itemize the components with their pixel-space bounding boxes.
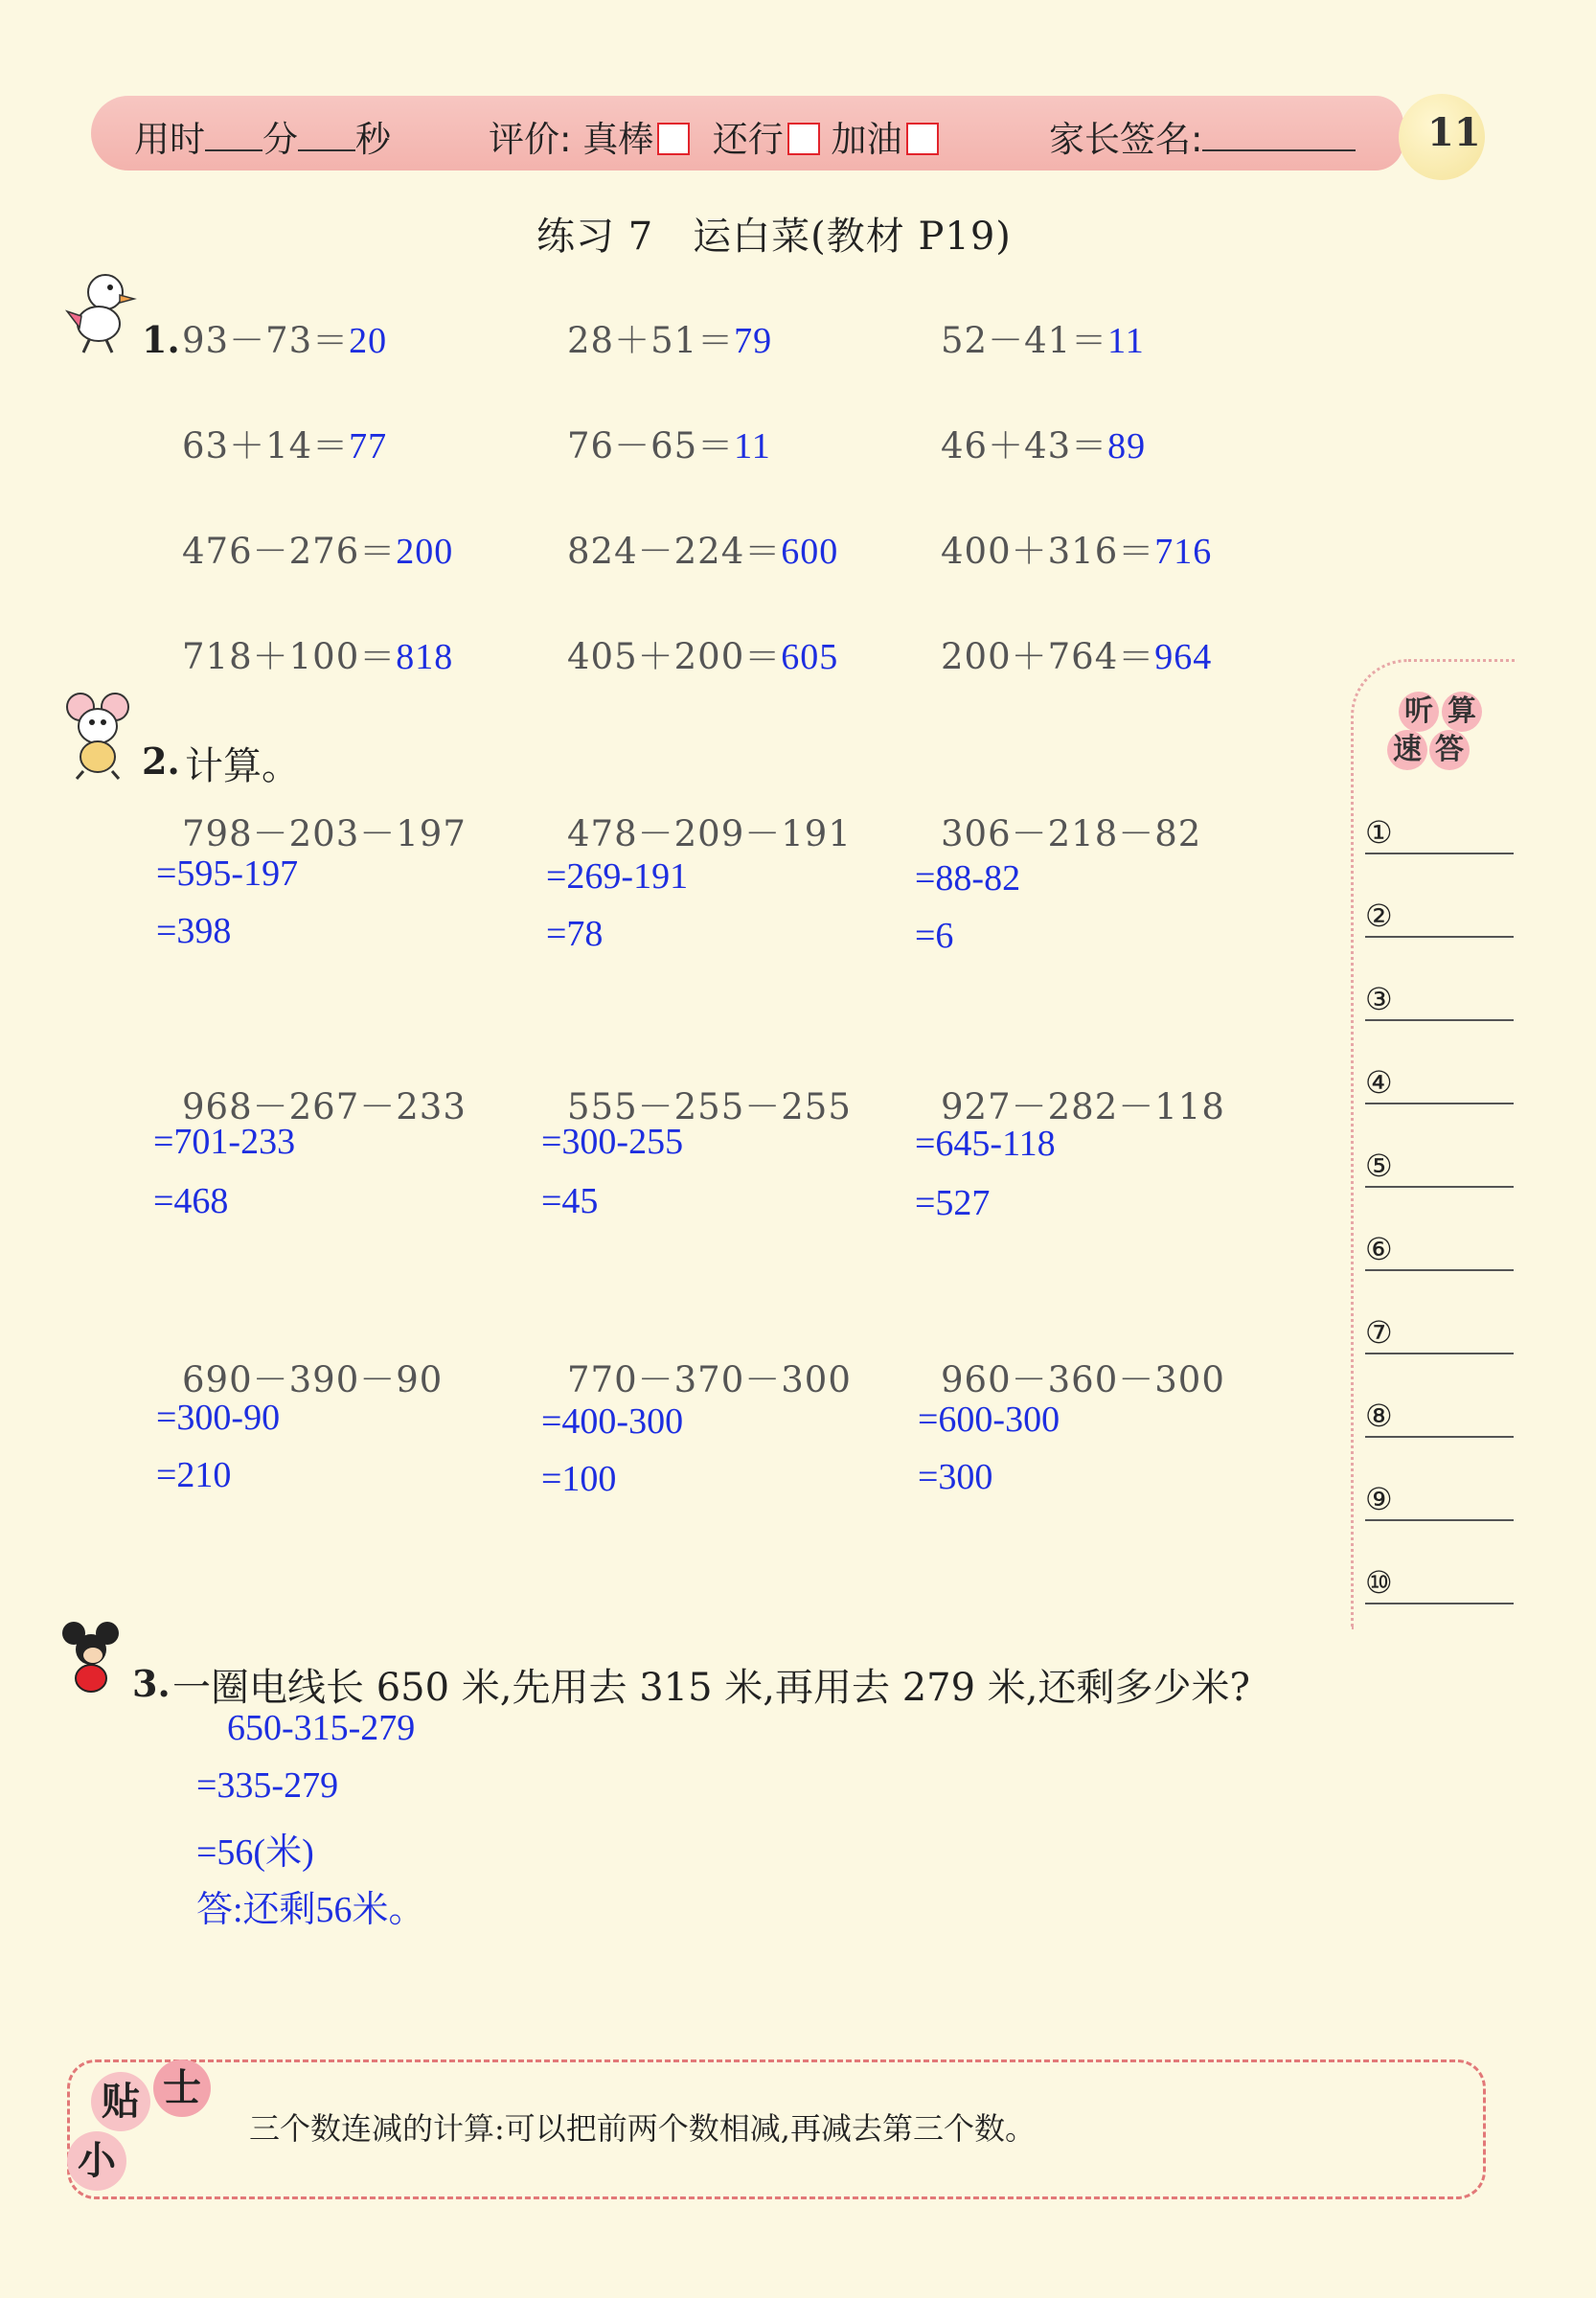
- q1-answer: 89: [1107, 426, 1147, 466]
- q2-expression: 555－255－255: [567, 1086, 852, 1127]
- q2-expression: 690－390－90: [182, 1359, 444, 1400]
- panel-title-char: 听: [1399, 692, 1439, 732]
- q1-answer: 716: [1154, 532, 1213, 572]
- q1-item: 46＋43＝89: [941, 425, 1147, 466]
- answer-blank-3[interactable]: ③: [1365, 981, 1514, 1021]
- q2-result: =210: [156, 1455, 232, 1495]
- q2-expression: 798－203－197: [182, 813, 467, 854]
- q2-expression: 306－218－82: [941, 813, 1202, 854]
- q2-result: =100: [541, 1459, 617, 1499]
- second-blank: [298, 123, 355, 151]
- q2-expression: 770－370－300: [567, 1359, 852, 1400]
- q1-item: 93－73＝20: [182, 320, 388, 361]
- q2-result: =527: [915, 1183, 991, 1223]
- opt-cheer-checkbox[interactable]: [906, 123, 939, 155]
- q3-answer: 答:还剩56米。: [196, 1890, 425, 1930]
- q1-answer: 20: [349, 321, 388, 361]
- tips-text: 三个数连减的计算:可以把前两个数相减,再减去第三个数。: [249, 2110, 1036, 2147]
- answer-blank-6[interactable]: ⑥: [1365, 1231, 1514, 1271]
- q2-step: =300-255: [541, 1122, 684, 1162]
- answer-blank-8[interactable]: ⑧: [1365, 1398, 1514, 1438]
- q2-step: =300-90: [156, 1398, 281, 1438]
- duck-mascot-icon: [62, 268, 139, 354]
- q1-item: 52－41＝11: [941, 320, 1145, 361]
- q1-item: 63＋14＝77: [182, 425, 388, 466]
- time-field: [134, 110, 391, 162]
- q2-step: =600-300: [918, 1399, 1060, 1440]
- minute-blank: [205, 123, 262, 151]
- q3-step-3: =56(米): [196, 1832, 314, 1873]
- q1-answer: 964: [1154, 637, 1213, 677]
- opt-great-checkbox[interactable]: [657, 123, 690, 155]
- opt-great-label: 真棒: [582, 119, 654, 160]
- opt-cheer-label: 加油: [831, 119, 902, 160]
- q1-item: 76－65＝11: [567, 425, 771, 466]
- q1-item: 405＋200＝605: [567, 636, 839, 677]
- q2-expression: 927－282－118: [941, 1086, 1225, 1127]
- q2-expression: 968－267－233: [182, 1086, 467, 1127]
- parent-sign-line[interactable]: [1202, 123, 1356, 151]
- q1-item: 476－276＝200: [182, 531, 454, 572]
- q3-number: 3.: [132, 1662, 171, 1705]
- opt-ok-label: 还行: [712, 119, 784, 160]
- parent-sign: [1049, 110, 1356, 162]
- q2-step: =269-191: [546, 856, 689, 897]
- time-label: 用时: [134, 119, 205, 160]
- q1-item: 824－224＝600: [567, 531, 839, 572]
- tips-badge-char: 贴: [91, 2072, 150, 2131]
- q1-number: 1.: [142, 318, 180, 361]
- q2-expression: 478－209－191: [567, 813, 852, 854]
- q2-step: =400-300: [541, 1401, 684, 1442]
- q2-step: =645-118: [915, 1124, 1056, 1164]
- q1-answer: 605: [781, 637, 839, 677]
- q1-answer: 79: [734, 321, 773, 361]
- q1-answer: 11: [734, 426, 771, 466]
- answer-blank-2[interactable]: ②: [1365, 898, 1514, 938]
- tips-badge-char: 小: [67, 2131, 126, 2191]
- panel-title-char: 答: [1429, 730, 1470, 770]
- tips-badge-char: 士: [153, 2059, 211, 2117]
- mouse-mascot-icon: [59, 690, 141, 781]
- q1-item: 28＋51＝79: [567, 320, 773, 361]
- page-number: 11: [1427, 110, 1481, 155]
- q2-number: 2.: [142, 739, 180, 783]
- q1-answer: 600: [781, 532, 839, 572]
- panel-title-char: 算: [1442, 692, 1482, 732]
- q2-result: =45: [541, 1181, 599, 1221]
- answer-blank-10[interactable]: ⑩: [1365, 1564, 1514, 1604]
- q2-result: =468: [153, 1181, 229, 1221]
- mouse-character-icon: [59, 1619, 126, 1695]
- q1-answer: 11: [1107, 321, 1145, 361]
- q1-item: 718＋100＝818: [182, 636, 454, 677]
- evaluation: [489, 110, 939, 162]
- answer-blank-1[interactable]: ①: [1365, 814, 1514, 854]
- panel-title-char: 速: [1387, 730, 1427, 770]
- parent-sign-label: 家长签名:: [1049, 119, 1203, 160]
- q2-step: =701-233: [153, 1122, 296, 1162]
- q2-result: =398: [156, 911, 232, 951]
- q2-step: =595-197: [156, 853, 299, 894]
- q1-answer: 200: [396, 532, 454, 572]
- q2-step: =88-82: [915, 858, 1021, 899]
- q1-item: 400＋316＝716: [941, 531, 1213, 572]
- answer-blank-9[interactable]: ⑨: [1365, 1481, 1514, 1521]
- q2-result: =78: [546, 914, 604, 954]
- page-title: 练习 7 运白菜(教材 P19): [536, 215, 1012, 259]
- q2-expression: 960－360－300: [941, 1359, 1225, 1400]
- q2-label: 计算。: [185, 744, 300, 788]
- q1-answer: 77: [349, 426, 388, 466]
- eval-label: 评价:: [489, 119, 572, 160]
- answer-blank-7[interactable]: ⑦: [1365, 1314, 1514, 1354]
- opt-ok-checkbox[interactable]: [787, 123, 820, 155]
- q3-step-1: 650-315-279: [227, 1708, 416, 1748]
- q1-answer: 818: [396, 637, 454, 677]
- minute-label: 分: [262, 119, 298, 160]
- answer-blank-4[interactable]: ④: [1365, 1064, 1514, 1104]
- q1-item: 200＋764＝964: [941, 636, 1213, 677]
- q3-question: 一圈电线长 650 米,先用去 315 米,再用去 279 米,还剩多少米?: [172, 1666, 1250, 1710]
- second-label: 秒: [355, 119, 391, 160]
- q2-result: =6: [915, 916, 954, 956]
- q3-step-2: =335-279: [196, 1765, 339, 1806]
- answer-blank-5[interactable]: ⑤: [1365, 1148, 1514, 1188]
- q2-result: =300: [918, 1457, 993, 1497]
